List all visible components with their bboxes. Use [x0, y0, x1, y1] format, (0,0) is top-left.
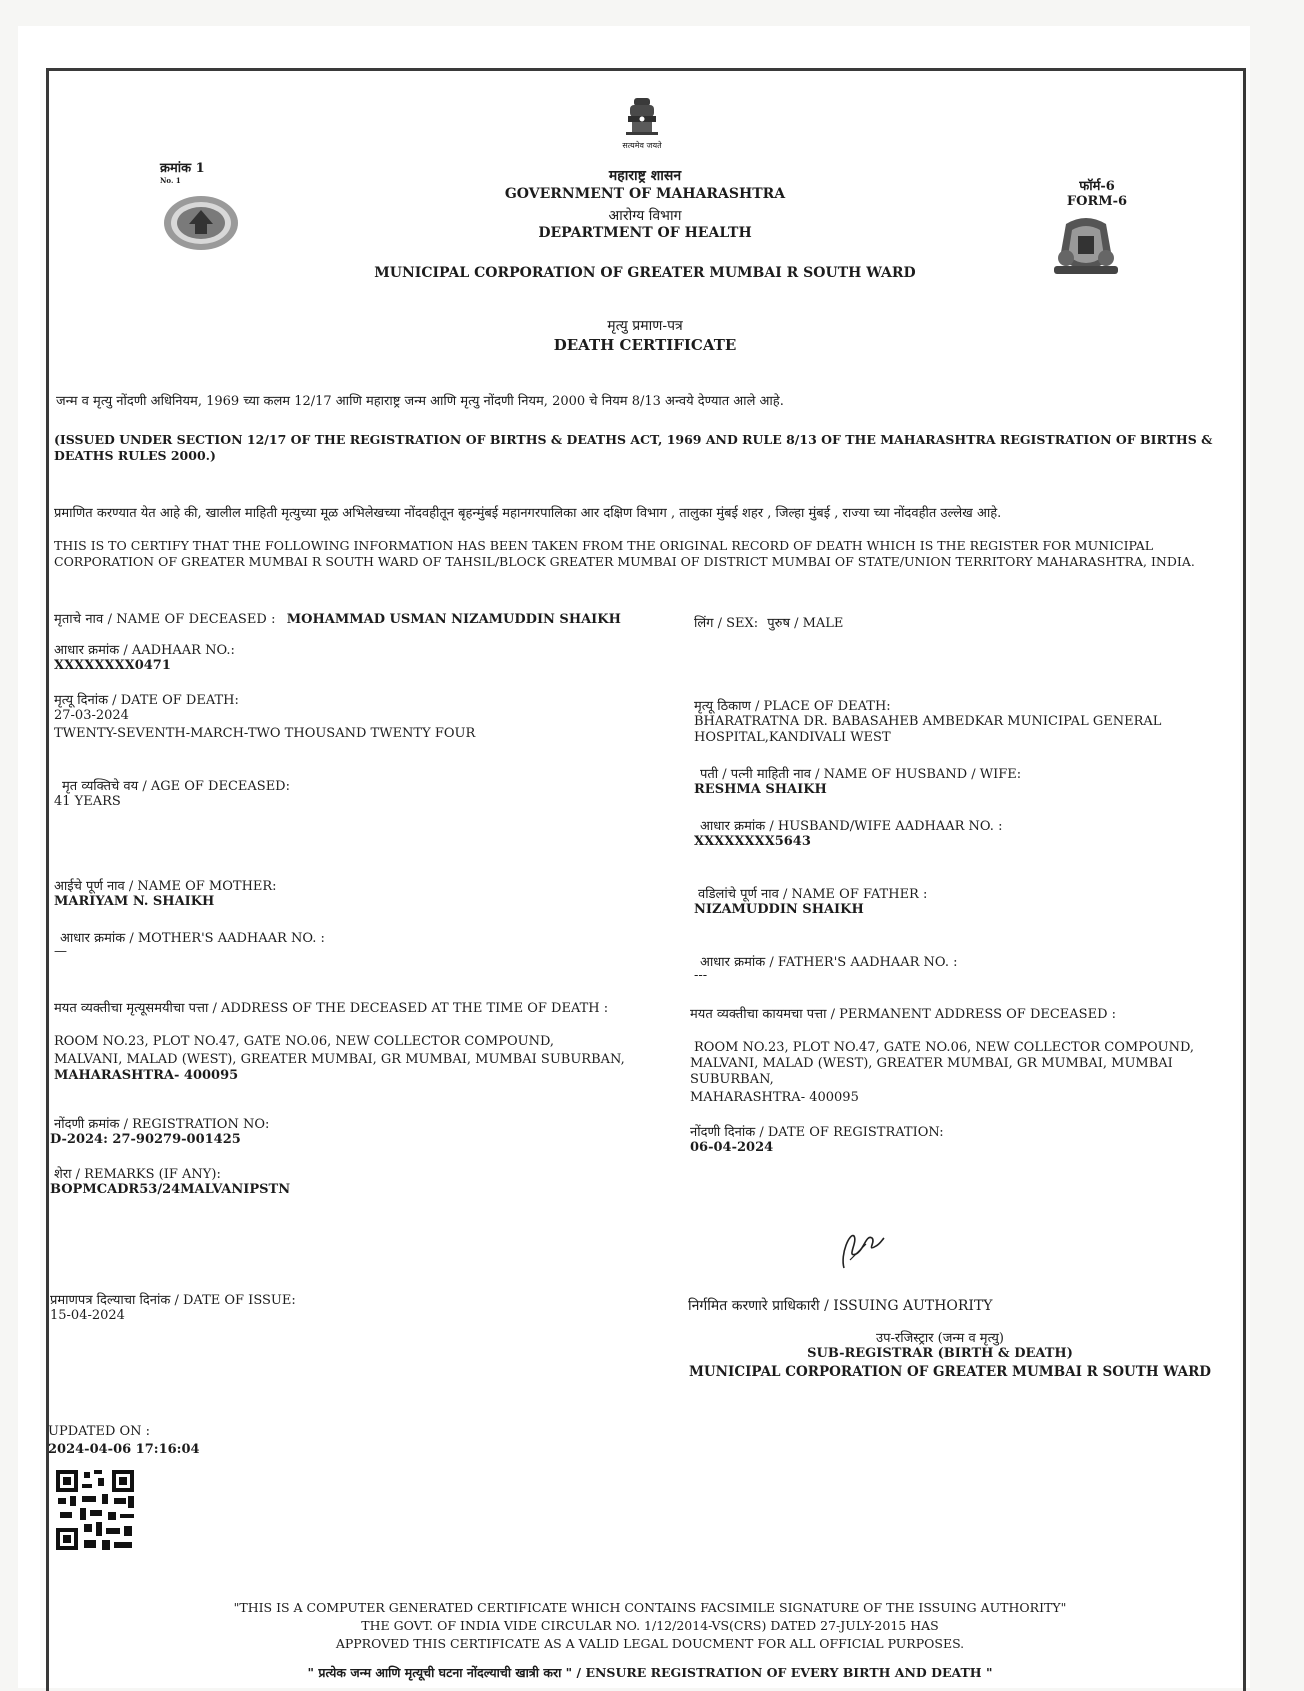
national-emblem-icon — [612, 94, 672, 146]
permanent-address-line2: MALVANI, MALAD (WEST), GREATER MUMBAI, GR MUMBAI, MUMBAI — [690, 1056, 1173, 1071]
mother-name-value: MARIYAM N. SHAIKH — [54, 894, 215, 909]
aadhaar-value: XXXXXXXX0471 — [54, 658, 171, 673]
father-aadhaar-value: --- — [694, 968, 708, 983]
issued-under-en: (ISSUED UNDER SECTION 12/17 OF THE REGISTRATION OF BIRTHS & DEATHS ACT, 1969 AND RULE 8/13 OF THE MAHARASHTRA REGISTRATION OF BIRTHS & DEATHS RULES 2000.) — [54, 432, 1213, 463]
spouse-name-label: पती / पत्नी माहिती नाव / NAME OF HUSBAND / WIFE: — [700, 767, 1022, 782]
serial-label-en: No. 1 — [160, 176, 181, 185]
remarks-value: BOPMCADR53/24MALVANIPSTN — [50, 1182, 291, 1197]
footer-line1: "THIS IS A COMPUTER GENERATED CERTIFICATE WHICH CONTAINS FACSIMILE SIGNATURE OF THE ISSUING AUTHORITY" — [233, 1600, 1067, 1615]
updated-on-value: 2024-04-06 17:16:04 — [48, 1442, 200, 1457]
father-name-label: वडिलांचे पूर्ण नाव / NAME OF FATHER : — [698, 887, 928, 902]
registration-no-label: नोंदणी क्रमांक / REGISTRATION NO: — [54, 1117, 270, 1132]
certificate-title-en: DEATH CERTIFICATE — [553, 336, 737, 354]
date-of-death-label: मृत्यू दिनांक / DATE OF DEATH: — [54, 693, 239, 708]
emblem-motto: सत्यमेव जयते — [622, 141, 662, 150]
date-of-issue-value: 15-04-2024 — [50, 1308, 125, 1323]
serial-label-mr: क्रमांक 1 — [160, 161, 205, 176]
date-of-issue-label: प्रमाणपत्र दिल्याचा दिनांक / DATE OF ISSUE: — [50, 1293, 296, 1308]
permanent-address-label: मयत व्यक्तीचा कायमचा पत्ता / PERMANENT ADDRESS OF DECEASED : — [690, 1007, 1117, 1022]
footer-line4: " प्रत्येक जन्म आणि मृत्यूची घटना नोंदल्याची खात्री करा " / ENSURE REGISTRATION OF EVERY BIRTH AND DEATH " — [307, 1665, 993, 1680]
deceased-name-value: MOHAMMAD USMAN NIZAMUDDIN SHAIKH — [286, 612, 621, 627]
father-aadhaar-label: आधार क्रमांक / FATHER'S AADHAAR NO. : — [700, 955, 958, 970]
issuing-authority-label: निर्गमित करणारे प्राधिकारी / ISSUING AUTHORITY — [688, 1298, 993, 1314]
permanent-address-line1: ROOM NO.23, PLOT NO.47, GATE NO.06, NEW COLLECTOR COMPOUND, — [694, 1040, 1195, 1055]
sub-registrar-mr: उप-रजिस्ट्रार (जन्म व मृत्यु) — [876, 1331, 1004, 1346]
address-at-death-line2: MALVANI, MALAD (WEST), GREATER MUMBAI, GR MUMBAI, MUMBAI SUBURBAN, — [54, 1052, 625, 1067]
date-of-death-value: 27-03-2024 — [54, 708, 129, 723]
spouse-name-value: RESHMA SHAIKH — [694, 782, 827, 797]
spouse-aadhaar-value: XXXXXXXX5643 — [694, 834, 811, 849]
place-of-death-label: मृत्यू ठिकाण / PLACE OF DEATH: — [694, 699, 891, 714]
signature-icon — [836, 1224, 886, 1272]
certify-text-mr: प्रमाणित करण्यात येत आहे की, खालील माहिती मृत्युच्या मूळ अभिलेखच्या नोंदवहीतून बृहन्मुंबई महानगरपालिका आर दक्षिण विभाग , तालुका मुंबई शहर , जिल्हा मुंबई , राज्या च्या नोंदवहीत उल्लेख आहे. — [54, 506, 1002, 521]
sex-label: लिंग / SEX: — [694, 616, 759, 631]
aadhaar-label: आधार क्रमांक / AADHAAR NO.: — [54, 643, 235, 658]
mcgm-logo-icon — [1046, 214, 1126, 280]
sub-registrar-en: SUB-REGISTRAR (BIRTH & DEATH) — [807, 1346, 1073, 1361]
gov-title-en: GOVERNMENT OF MAHARASHTRA — [504, 186, 786, 202]
spouse-aadhaar-label: आधार क्रमांक / HUSBAND/WIFE AADHAAR NO. : — [700, 819, 1003, 834]
footer-line2: THE GOVT. OF INDIA VIDE CIRCULAR NO. 1/12/2014-VS(CRS) DATED 27-JULY-2015 HAS — [361, 1618, 939, 1633]
permanent-address-line4: MAHARASHTRA- 400095 — [690, 1090, 859, 1105]
place-of-death-line1: BHARATRATNA DR. BABASAHEB AMBEDKAR MUNICIPAL GENERAL — [694, 714, 1162, 729]
address-at-death-label: मयत व्यक्तीचा मृत्यूसमयीचा पत्ता / ADDRESS OF THE DECEASED AT THE TIME OF DEATH : — [54, 1001, 609, 1016]
date-of-death-words: TWENTY-SEVENTH-MARCH-TWO THOUSAND TWENTY FOUR — [54, 726, 476, 741]
dept-title-mr: आरोग्य विभाग — [608, 208, 682, 224]
footer-line3: APPROVED THIS CERTIFICATE AS A VALID LEGAL DOUCMENT FOR ALL OFFICIAL PURPOSES. — [335, 1636, 965, 1651]
sex-value: पुरुष / MALE — [767, 616, 844, 631]
registration-date-value: 06-04-2024 — [690, 1140, 774, 1155]
qr-code[interactable] — [54, 1468, 136, 1552]
dept-title-en: DEPARTMENT OF HEALTH — [538, 225, 752, 241]
address-at-death-line3: MAHARASHTRA- 400095 — [54, 1068, 239, 1083]
age-value: 41 YEARS — [54, 794, 121, 809]
address-at-death-line1: ROOM NO.23, PLOT NO.47, GATE NO.06, NEW COLLECTOR COMPOUND, — [54, 1034, 555, 1049]
age-label: मृत व्यक्तिचे वय / AGE OF DECEASED: — [62, 779, 290, 794]
issued-under-mr: जन्म व मृत्यु नोंदणी अधिनियम, 1969 च्या कलम 12/17 आणि महाराष्ट्र जन्म आणि मृत्यु नोंदणी नियम, 2000 चे नियम 8/13 अन्वये देण्यात आले आहे. — [56, 394, 784, 409]
issuing-corporation: MUNICIPAL CORPORATION OF GREATER MUMBAI R SOUTH WARD — [688, 1364, 1212, 1380]
place-of-death-line2: HOSPITAL,KANDIVALI WEST — [694, 730, 891, 745]
maharashtra-seal-icon — [162, 194, 240, 252]
form-label-en: FORM-6 — [1066, 194, 1128, 209]
mother-aadhaar-label: आधार क्रमांक / MOTHER'S AADHAAR NO. : — [60, 931, 325, 946]
form-label-mr: फॉर्म-6 — [1079, 179, 1115, 194]
corporation-title: MUNICIPAL CORPORATION OF GREATER MUMBAI R SOUTH WARD — [374, 265, 916, 281]
registration-no-value: D-2024: 27-90279-001425 — [50, 1132, 241, 1147]
certify-text-en: THIS IS TO CERTIFY THAT THE FOLLOWING INFORMATION HAS BEEN TAKEN FROM THE ORIGINAL RECORD OF DEATH WHICH IS THE REGISTER FOR MUNICIPAL CORPORATION OF GREATER MUMBAI R SOUTH WARD OF TAHSIL/BLOCK GREATER MUMBAI OF DISTRICT MUMBAI OF STATE/UNION TERRITORY MAHARASHTRA, INDIA. — [54, 538, 1195, 569]
gov-title-mr: महाराष्ट्र शासन — [608, 168, 682, 184]
mother-aadhaar-value: — — [54, 944, 67, 959]
permanent-address-line3: SUBURBAN, — [690, 1072, 774, 1087]
deceased-name-row — [54, 608, 674, 627]
sex-row — [694, 612, 843, 631]
deceased-name-label: मृताचे नाव / NAME OF DECEASED : — [54, 612, 276, 627]
mother-name-label: आईचे पूर्ण नाव / NAME OF MOTHER: — [54, 879, 277, 894]
certificate-title-mr: मृत्यु प्रमाण-पत्र — [607, 318, 683, 334]
remarks-label: शेरा / REMARKS (IF ANY): — [54, 1167, 221, 1182]
registration-date-label: नोंदणी दिनांक / DATE OF REGISTRATION: — [690, 1125, 944, 1140]
updated-on-label: UPDATED ON : — [48, 1424, 151, 1439]
father-name-value: NIZAMUDDIN SHAIKH — [694, 902, 864, 917]
